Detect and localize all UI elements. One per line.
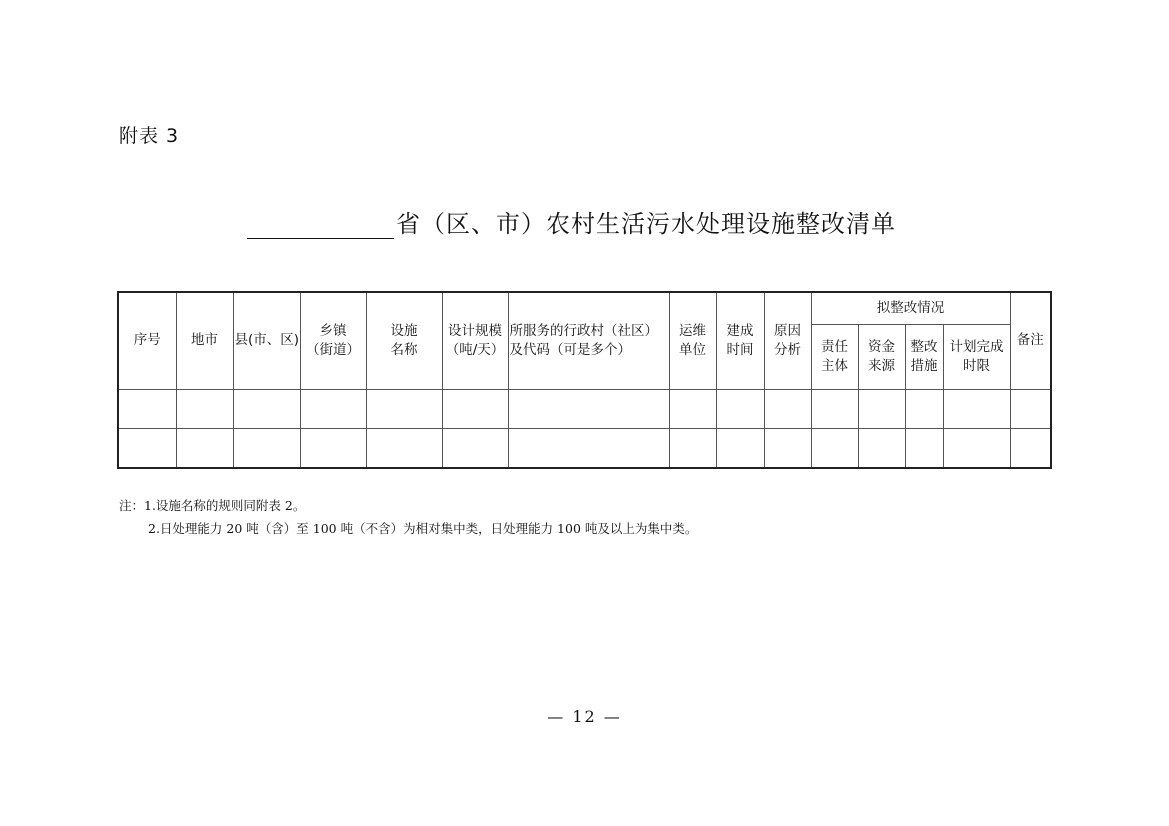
header-remarks: 备注 bbox=[1010, 292, 1051, 389]
table-cell bbox=[943, 428, 1010, 468]
header-city: 地市 bbox=[176, 292, 233, 389]
header-town: 乡镇 （街道） bbox=[300, 292, 366, 389]
table-cell bbox=[233, 428, 300, 468]
header-seq: 序号 bbox=[118, 292, 176, 389]
table-cell bbox=[811, 428, 858, 468]
table-cell bbox=[442, 428, 508, 468]
note-line-2: 2.日处理能力 20 吨（含）至 100 吨（不含）为相对集中类，日处理能力 100 吨及以上为集中类。 bbox=[148, 521, 698, 536]
header-deadline: 计划完成 时限 bbox=[943, 324, 1010, 389]
table-cell bbox=[366, 428, 442, 468]
table-cell bbox=[716, 389, 764, 428]
table-cell bbox=[118, 389, 176, 428]
province-blank-line bbox=[247, 208, 394, 239]
table-cell bbox=[858, 389, 905, 428]
table-row bbox=[118, 428, 1051, 468]
table-cell bbox=[300, 428, 366, 468]
table-cell bbox=[233, 389, 300, 428]
header-responsible: 责任 主体 bbox=[811, 324, 858, 389]
table-cell bbox=[764, 428, 811, 468]
table-cell bbox=[176, 428, 233, 468]
table-cell bbox=[716, 428, 764, 468]
table-row bbox=[118, 389, 1051, 428]
header-design-scale: 设计规模 （吨/天） bbox=[442, 292, 508, 389]
header-rectification-group: 拟整改情况 bbox=[811, 292, 1010, 324]
rectification-table bbox=[117, 291, 1052, 469]
table-cell bbox=[669, 428, 716, 468]
header-cause: 原因 分析 bbox=[764, 292, 811, 389]
appendix-label: 附表 3 bbox=[119, 125, 180, 147]
table-cell bbox=[1010, 389, 1051, 428]
table-cell bbox=[118, 428, 176, 468]
table-cell bbox=[669, 389, 716, 428]
header-facility-name: 设施 名称 bbox=[366, 292, 442, 389]
table-cell bbox=[943, 389, 1010, 428]
table-cell bbox=[764, 389, 811, 428]
header-operator: 运维 单位 bbox=[669, 292, 716, 389]
title-text: 省（区、市）农村生活污水处理设施整改清单 bbox=[396, 210, 896, 238]
header-county: 县(市、区) bbox=[233, 292, 300, 389]
table-cell bbox=[905, 389, 943, 428]
header-build-time: 建成 时间 bbox=[716, 292, 764, 389]
table-notes bbox=[119, 494, 697, 540]
header-villages: 所服务的行政村（社区） 及代码（可是多个） bbox=[508, 292, 669, 389]
table-cell bbox=[176, 389, 233, 428]
header-funding: 资金 来源 bbox=[858, 324, 905, 389]
table-cell bbox=[811, 389, 858, 428]
table-cell bbox=[508, 428, 669, 468]
header-measures: 整改 措施 bbox=[905, 324, 943, 389]
note-line-1: 注：1.设施名称的规则同附表 2。 bbox=[119, 498, 306, 513]
table-cell bbox=[366, 389, 442, 428]
page-number: — 12 — bbox=[547, 707, 622, 726]
table-cell bbox=[300, 389, 366, 428]
table-cell bbox=[508, 389, 669, 428]
table-cell bbox=[858, 428, 905, 468]
table-cell bbox=[1010, 428, 1051, 468]
table-cell bbox=[905, 428, 943, 468]
table-cell bbox=[442, 389, 508, 428]
document-title bbox=[247, 203, 896, 239]
table-header-row bbox=[118, 292, 1051, 324]
